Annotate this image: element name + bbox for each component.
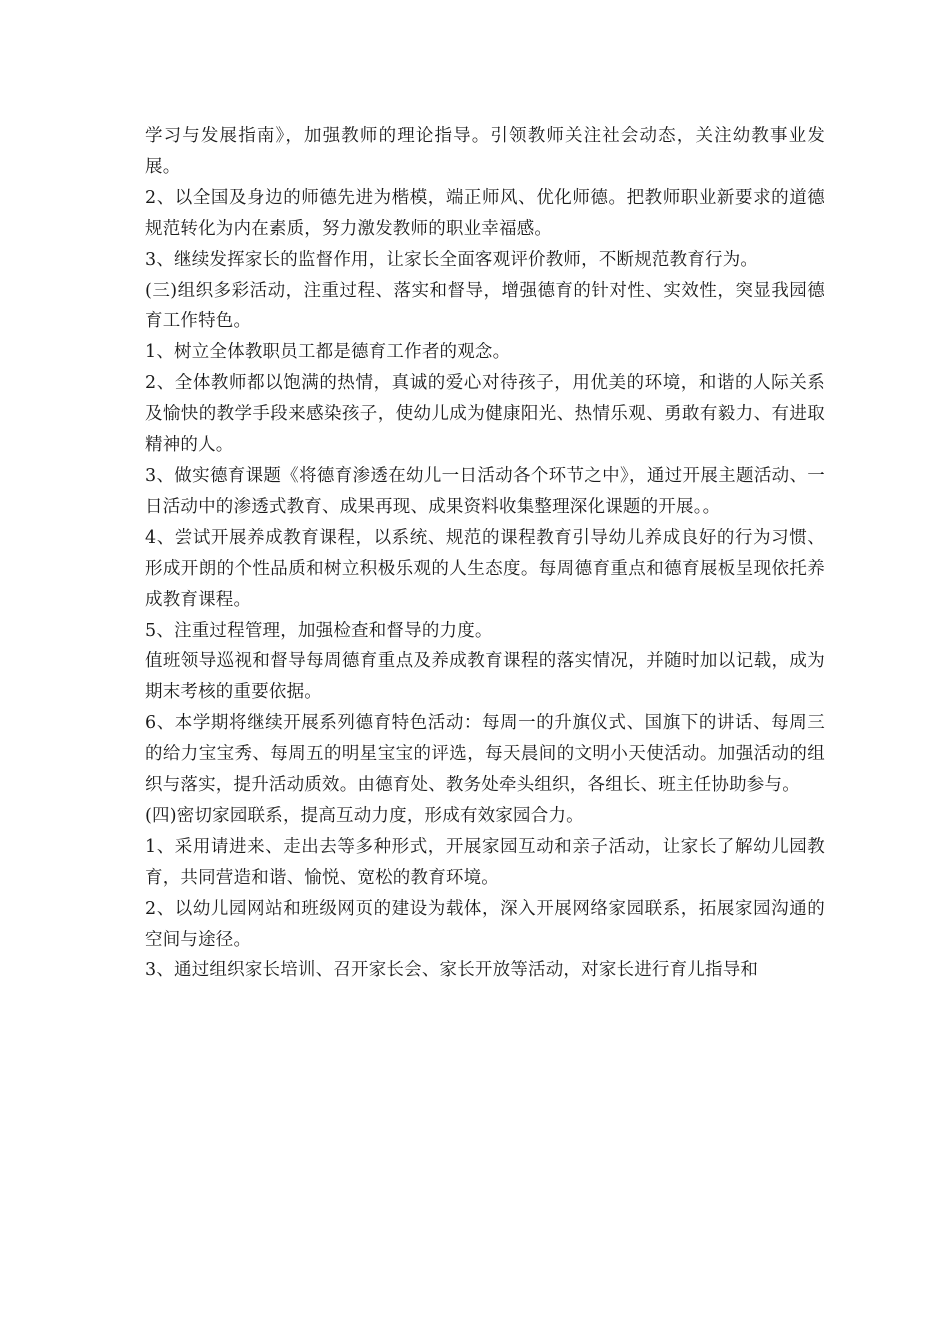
paragraph-item-2-website: 2、以幼儿园网站和班级网页的建设为载体，深入开展网络家园联系，拓展家园沟通的空间与途径。 xyxy=(145,898,825,950)
paragraph-guide-continuation: 学习与发展指南》，加强教师的理论指导。引领教师关注社会动态，关注幼教事业发展。 xyxy=(145,126,825,177)
paragraph-duty-inspection: 值班领导巡视和督导每周德育重点及养成教育课程的落实情况，并随时加以记载，成为期末考核的重要依据。 xyxy=(145,651,825,703)
paragraph-item-6-activities: 6、本学期将继续开展系列德育特色活动：每周一的升旗仪式、国旗下的讲话、每周三的给力宝宝秀、每周五的明星宝宝的评选，每天晨间的文明小天使活动。加强活动的组织与落实，提升活动质效。由德育处、教务处牵头组织，各组长、班主任协助参与。 xyxy=(145,713,825,796)
paragraph-item-3-research-topic: 3、做实德育课题《将德育渗透在幼儿一日活动各个环节之中》，通过开展主题活动、一日活动中的渗透式教育、成果再现、成果资料收集整理深化课题的开展。。 xyxy=(145,465,825,517)
paragraph-item-3-parent-training: 3、通过组织家长培训、召开家长会、家长开放等活动，对家长进行育儿指导和 xyxy=(145,960,759,981)
paragraph-item-3-parent-supervision: 3、继续发挥家长的监督作用，让家长全面客观评价教师，不断规范教育行为。 xyxy=(145,249,759,270)
paragraph-item-1-parent-interaction: 1、采用请进来、走出去等多种形式，开展家园互动和亲子活动，让家长了解幼儿园教育，共同营造和谐、愉悦、宽松的教育环境。 xyxy=(145,836,825,888)
paragraph-item-4-habit-curriculum: 4、尝试开展养成教育课程，以系统、规范的课程教育引导幼儿养成良好的行为习惯、形成开朗的个性品质和树立积极乐观的人生态度。每周德育重点和德育展板呈现依托养成教育课程。 xyxy=(145,527,825,610)
paragraph-item-5-process-management: 5、注重过程管理，加强检查和督导的力度。 xyxy=(145,620,493,641)
section-heading-4: (四)密切家园联系，提高互动力度，形成有效家园合力。 xyxy=(145,805,584,826)
section-heading-3: (三)组织多彩活动，注重过程、落实和督导，增强德育的针对性、实效性，突显我园德育工作特色。 xyxy=(145,280,825,332)
document-body xyxy=(145,121,825,986)
paragraph-item-1-staff-concept: 1、树立全体教职员工都是德育工作者的观念。 xyxy=(145,342,511,363)
paragraph-item-2-role-models: 2、以全国及身边的师德先进为楷模，端正师风、优化师德。把教师职业新要求的道德规范转化为内在素质，努力激发教师的职业幸福感。 xyxy=(145,187,825,239)
paragraph-item-2-teacher-enthusiasm: 2、全体教师都以饱满的热情，真诚的爱心对待孩子，用优美的环境，和谐的人际关系及愉快的教学手段来感染孩子，使幼儿成为健康阳光、热情乐观、勇敢有毅力、有进取精神的人。 xyxy=(145,373,825,456)
